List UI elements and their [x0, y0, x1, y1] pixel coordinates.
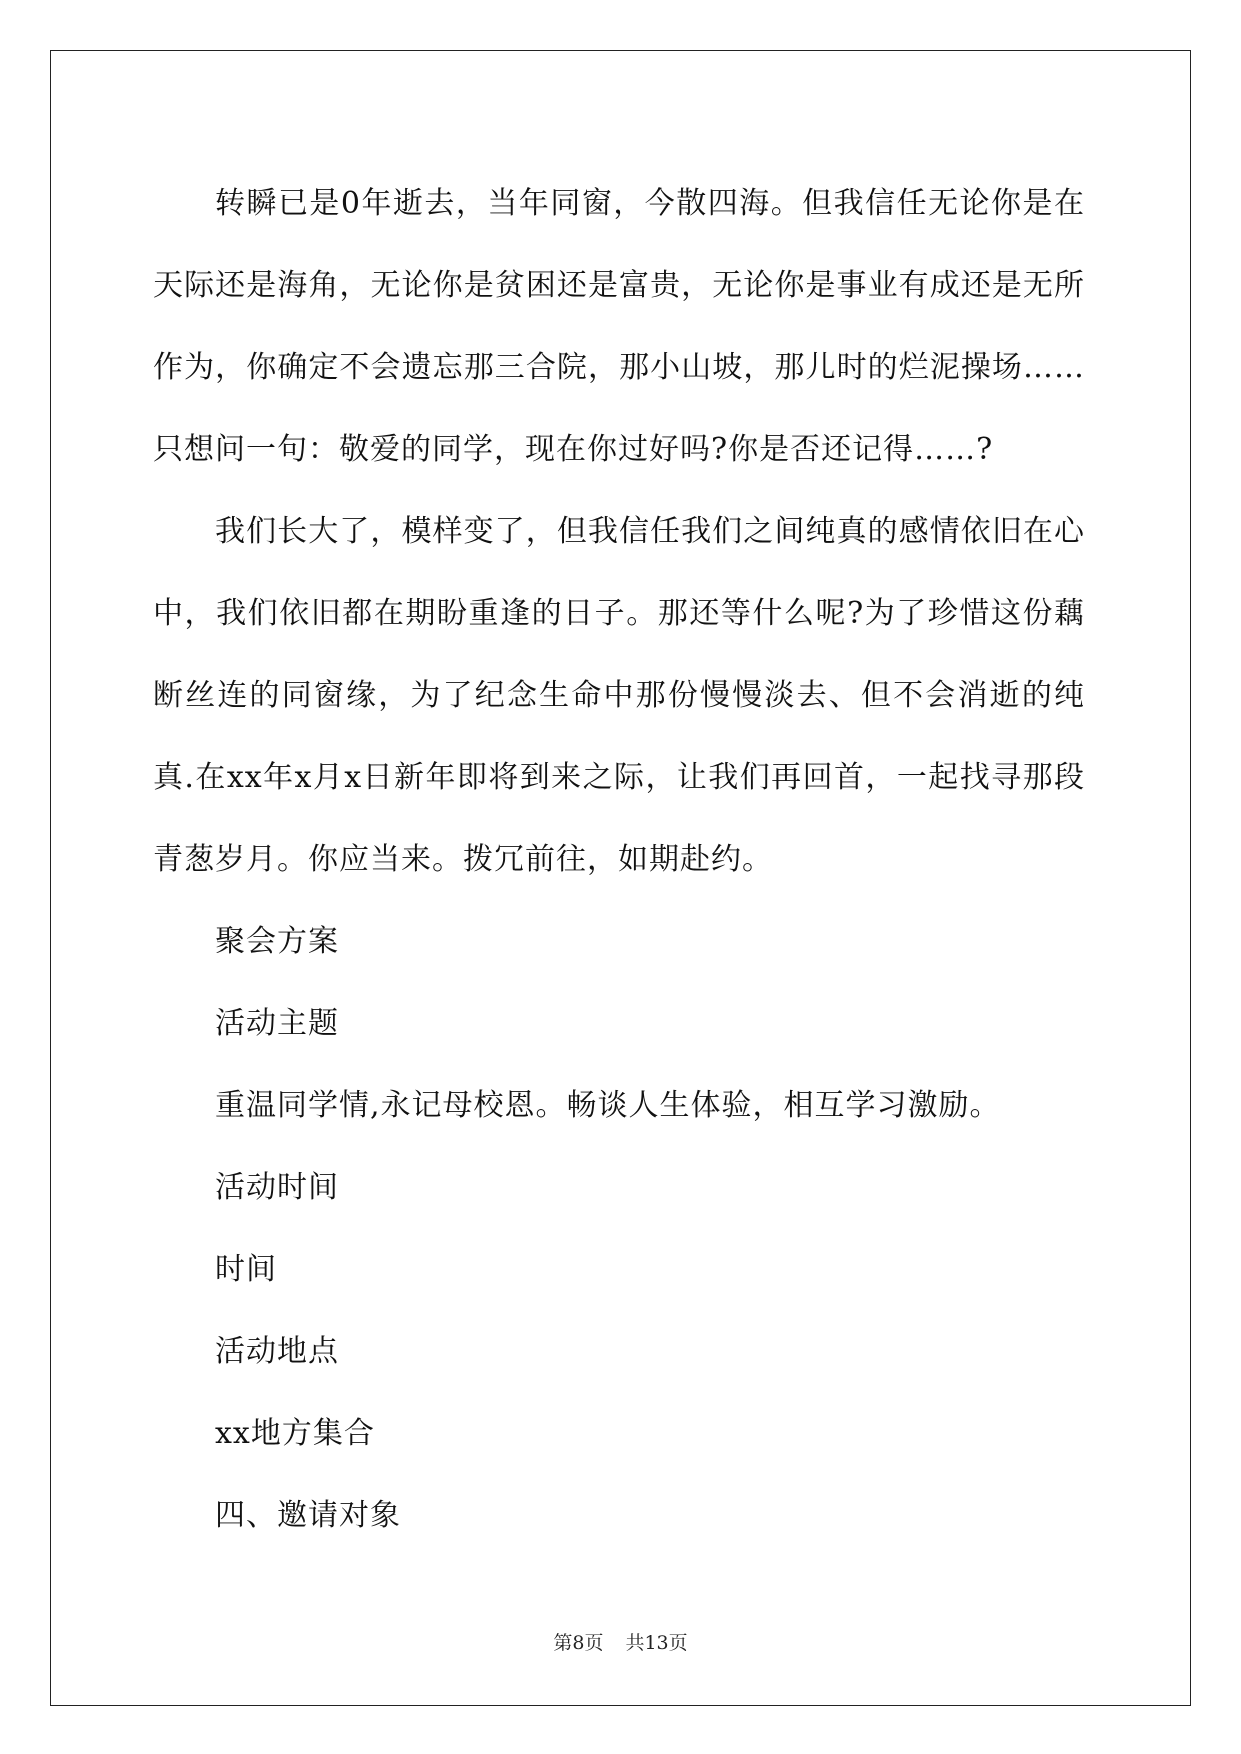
document-body	[153, 163, 1085, 1557]
page-total: 共13页	[625, 1632, 688, 1654]
heading-theme: 活动主题	[215, 1006, 339, 1041]
time-text: 时间	[215, 1252, 277, 1287]
paragraph-invitation: 我们长大了，模样变了，但我信任我们之间纯真的感情依旧在心中，我们依旧都在期盼重逢的日子。那还等什么呢?为了珍惜这份藕断丝连的同窗缘，为了纪念生命中那份慢慢淡去、但不会消逝的纯真.在xx年x月x日新年即将到来之际，让我们再回首，一起找寻那段青葱岁月。你应当来。拨冗前往，如期赴约。	[153, 514, 1085, 877]
heading-location: 活动地点	[215, 1334, 339, 1369]
heading-plan: 聚会方案	[215, 924, 339, 959]
page-footer	[0, 1628, 1241, 1655]
heading-time: 活动时间	[215, 1170, 339, 1205]
page-number: 第8页	[553, 1632, 604, 1654]
paragraph-memories: 转瞬已是0年逝去，当年同窗，今散四海。但我信任无论你是在天际还是海角，无论你是贫困还是富贵，无论你是事业有成还是无所作为，你确定不会遗忘那三合院，那小山坡，那儿时的烂泥操场……只想问一句：敬爱的同学，现在你过好吗?你是否还记得……?	[153, 186, 1085, 467]
theme-text: 重温同学情,永记母校恩。畅谈人生体验，相互学习激励。	[215, 1088, 1001, 1123]
location-text: xx地方集合	[215, 1416, 375, 1451]
heading-invitees: 四、邀请对象	[215, 1498, 401, 1533]
